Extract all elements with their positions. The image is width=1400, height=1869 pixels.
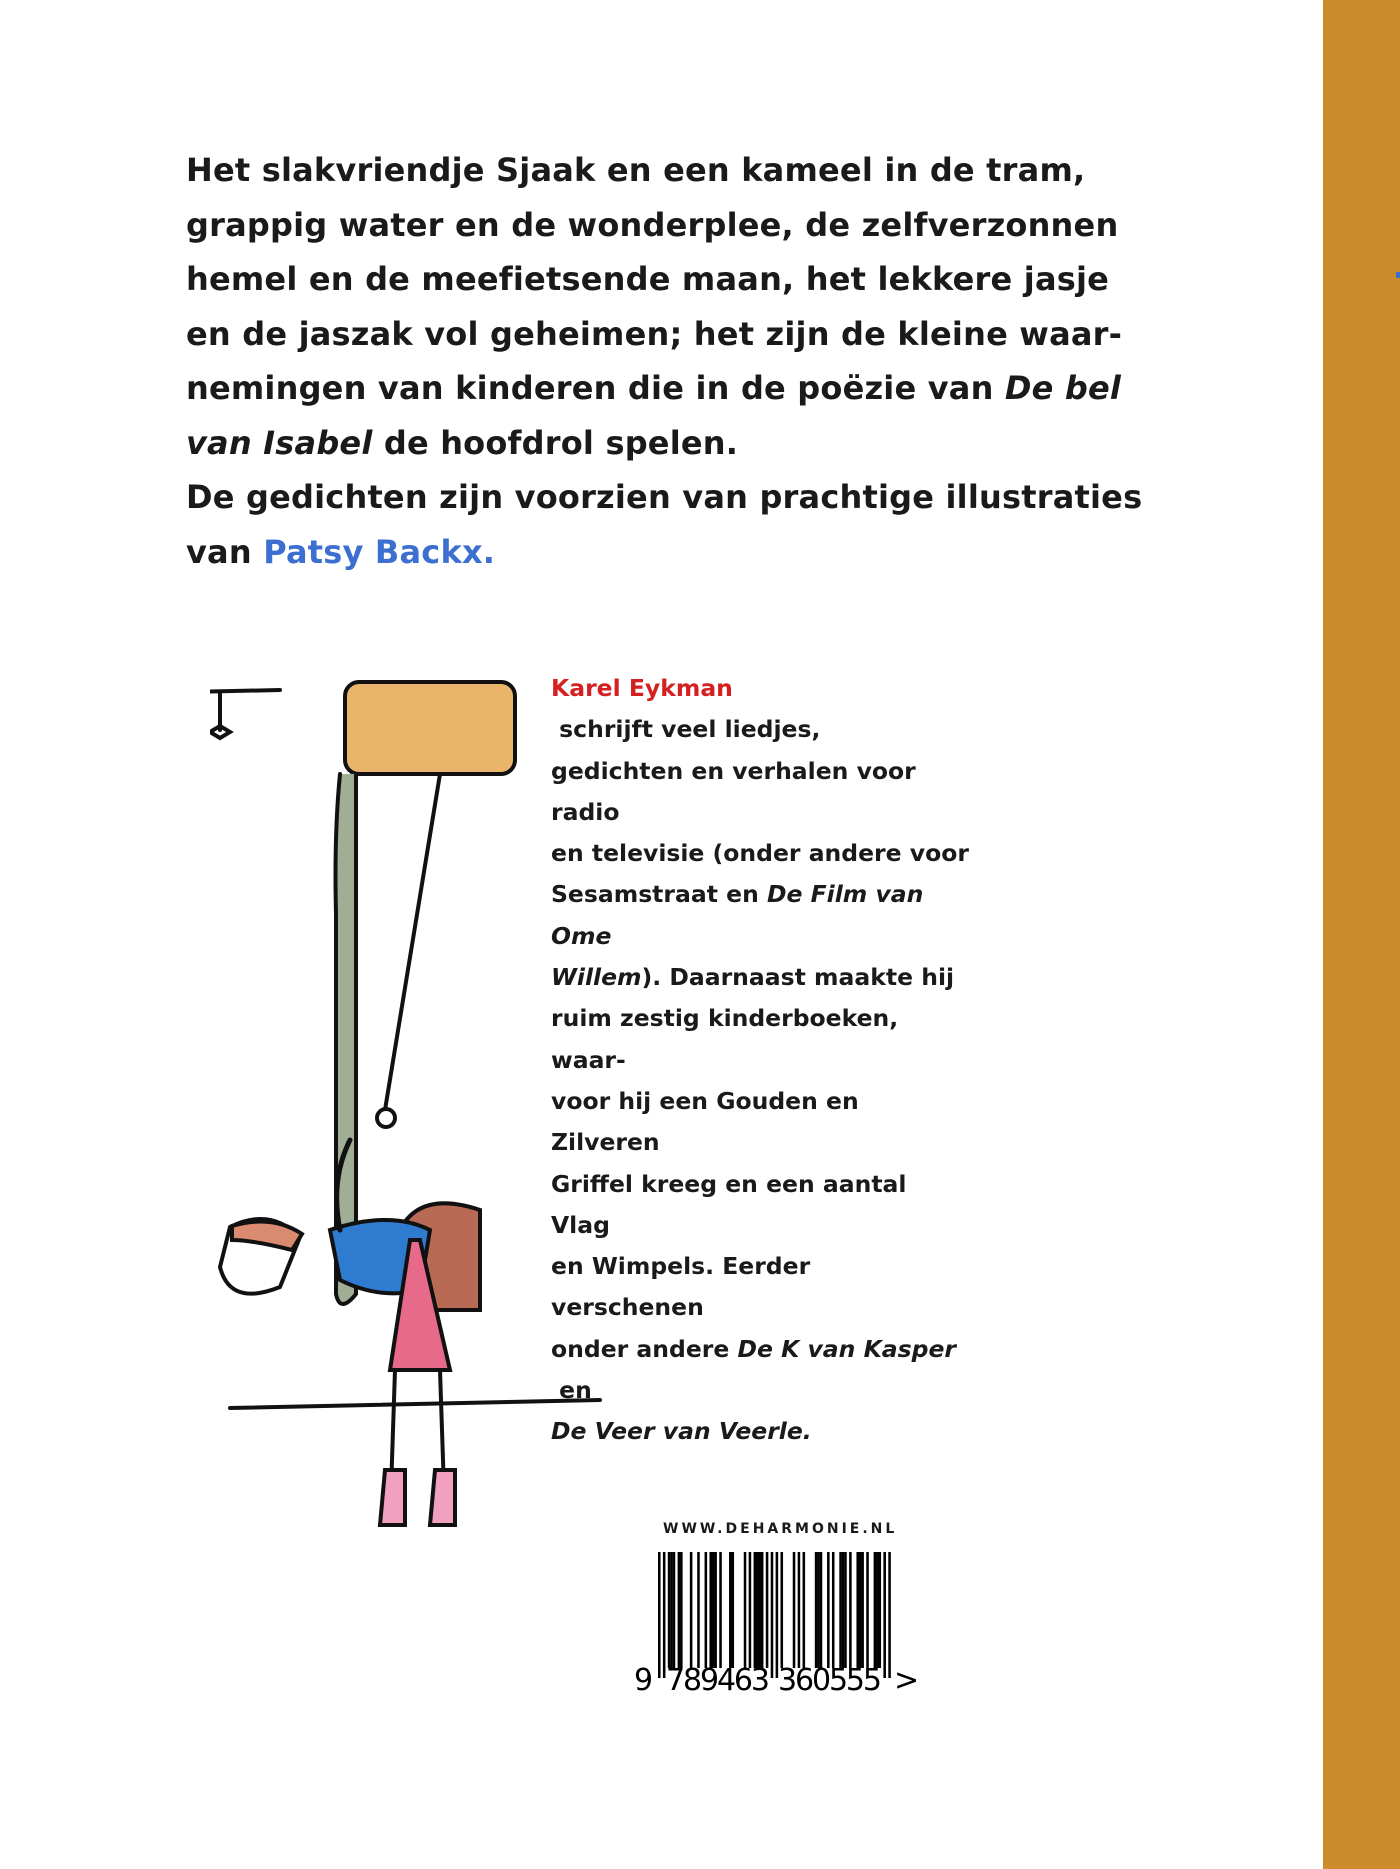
- barcode-bar: [732, 1552, 735, 1668]
- bio-text: onder andere: [551, 1334, 738, 1363]
- barcode-bar: [709, 1552, 712, 1668]
- barcode-bar: [714, 1552, 717, 1668]
- barcode-bar: [820, 1552, 823, 1668]
- barcode-bar: [827, 1552, 830, 1668]
- barcode-bar: [839, 1552, 842, 1668]
- barcode-bar: [844, 1552, 847, 1668]
- title-ref: De K van Kasper: [737, 1334, 956, 1363]
- bio-line: ruim zestig kinderboeken, waar-: [551, 1004, 899, 1074]
- barcode-bar: [874, 1552, 877, 1668]
- book-title: van Isabel: [186, 423, 373, 462]
- barcode-bar: [776, 1552, 779, 1678]
- barcode-bar: [744, 1552, 747, 1668]
- author-name: Karel Eykman: [551, 674, 733, 702]
- barcode-bar: [670, 1552, 673, 1668]
- bio-line: [551, 1329, 971, 1412]
- blurb-line: De gedichten zijn voorzien van prachtige illustraties: [186, 478, 1143, 516]
- barcode-bar: [690, 1552, 693, 1668]
- barcode-bar: [761, 1552, 764, 1668]
- barcode-bar: [758, 1552, 761, 1668]
- barcode-bar: [793, 1552, 796, 1668]
- barcode-bar: [756, 1552, 759, 1668]
- barcode-bar: [883, 1552, 886, 1678]
- barcode-bar: [815, 1552, 818, 1668]
- barcode-first-digit: 9: [634, 1663, 654, 1698]
- bio-line: [551, 957, 971, 998]
- barcode-quiet-zone-mark: >: [894, 1663, 920, 1698]
- barcode-bar: [842, 1552, 845, 1668]
- author-bio: [551, 668, 971, 1453]
- bio-text: ). Daarnaast maakte hij: [641, 963, 955, 992]
- barcode-bar: [866, 1552, 869, 1668]
- barcode-bar: [876, 1552, 879, 1668]
- blurb-text: [186, 143, 1186, 579]
- bio-line: Griffel kreeg en een aantal Vlag: [551, 1169, 907, 1239]
- blurb-text-span: de hoofdrol spelen.: [372, 423, 739, 462]
- barcode-bar: [658, 1552, 661, 1678]
- bio-line: [551, 874, 971, 957]
- book-spine: [1323, 0, 1400, 1869]
- bio-line: [551, 1411, 971, 1452]
- barcode-bar: [712, 1552, 715, 1668]
- bio-line: en televisie (onder andere voor: [551, 839, 969, 868]
- book-title: De bel: [1004, 369, 1122, 407]
- barcode-bar: [663, 1552, 666, 1678]
- barcode-bar: [754, 1552, 757, 1668]
- barcode-bar: [859, 1552, 862, 1668]
- bio-line: gedichten en verhalen voor radio: [551, 756, 916, 826]
- barcode-bar: [856, 1552, 859, 1668]
- barcode-bar: [680, 1552, 683, 1668]
- blurb-line: [186, 361, 1186, 416]
- barcode-bar: [888, 1552, 891, 1678]
- barcode-bar: [668, 1552, 671, 1668]
- blurb-line: Het slakvriendje Sjaak en een kameel in de tram,: [186, 151, 1086, 189]
- bio-text: schrijft veel liedjes,: [551, 715, 821, 744]
- bio-line: [551, 668, 971, 751]
- barcode-bar: [803, 1552, 806, 1668]
- bio-text: Sesamstraat en: [551, 880, 767, 909]
- barcode-left-digits: 789463: [666, 1663, 770, 1698]
- blurb-line: en de jaszak vol geheimen; het zijn de kleine waar-: [186, 314, 1123, 353]
- barcode-bar: [798, 1552, 801, 1668]
- barcode-bar: [879, 1552, 882, 1668]
- isbn-barcode: [630, 1548, 920, 1698]
- bio-line: en Wimpels. Eerder verschenen: [551, 1252, 811, 1322]
- spine-mark: [1396, 272, 1400, 278]
- bio-text: en: [551, 1376, 592, 1405]
- barcode-bar: [861, 1552, 864, 1668]
- title-ref: Willem: [551, 963, 642, 992]
- barcode-right-digits: 360555: [778, 1663, 882, 1698]
- barcode-bar: [729, 1552, 732, 1668]
- barcode-bar: [832, 1552, 835, 1668]
- blurb-line: [186, 416, 1186, 471]
- blurb-line: [186, 525, 1186, 580]
- barcode-bar: [719, 1552, 722, 1668]
- barcode-bar: [849, 1552, 852, 1668]
- illustration-girl-pulling-chain: [210, 670, 610, 1550]
- title-ref: De Film van Ome: [551, 880, 924, 950]
- blurb-line: hemel en de meefietsende maan, het lekkere jasje: [186, 260, 1110, 298]
- barcode-bar: [781, 1552, 784, 1668]
- illustrator-name: Patsy Backx.: [263, 532, 496, 571]
- bio-line: voor hij een Gouden en Zilveren: [551, 1086, 859, 1157]
- blurb-text-span: van: [186, 532, 264, 571]
- barcode-bar: [766, 1552, 769, 1668]
- title-ref: De Veer van Veerle.: [551, 1417, 812, 1446]
- blurb-text-span: nemingen van kinderen die in de poëzie van: [186, 369, 1005, 407]
- barcode-bar: [749, 1552, 752, 1668]
- barcode-bar: [673, 1552, 676, 1668]
- barcode-bar: [771, 1552, 774, 1678]
- barcode-bar: [697, 1552, 700, 1668]
- blurb-line: grappig water en de wonderplee, de zelfverzonnen: [186, 205, 1119, 244]
- publisher-url: WWW.DEHARMONIE.NL: [663, 1521, 898, 1537]
- barcode-bar: [817, 1552, 820, 1668]
- barcode-bar: [705, 1552, 708, 1668]
- barcode-bar: [678, 1552, 681, 1668]
